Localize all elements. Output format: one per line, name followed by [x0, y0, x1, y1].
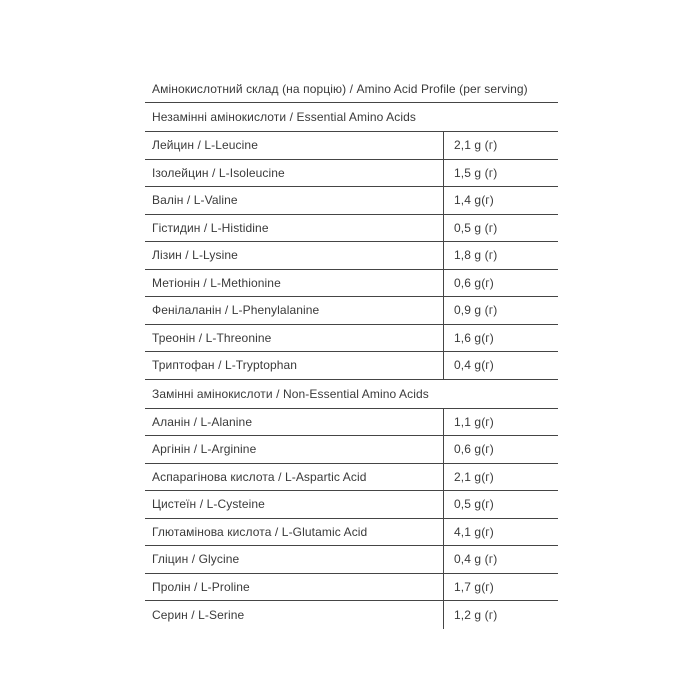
- amino-acid-value: 1,8 g (г): [443, 242, 558, 269]
- amino-acid-name: Валін / L-Valine: [152, 193, 238, 208]
- table-section: [145, 103, 558, 380]
- table-row: [145, 132, 558, 160]
- table-title: Амінокислотний склад (на порцію) / Amino Acid Profile (per serving): [145, 75, 558, 103]
- table-row: [145, 491, 558, 519]
- amino-acid-name: Фенілаланін / L-Phenylalanine: [152, 303, 320, 318]
- amino-acid-name: Аргінін / L-Arginine: [152, 442, 257, 457]
- amino-acid-name: Серин / L-Serine: [152, 607, 245, 622]
- amino-acid-name: Лейцин / L-Leucine: [152, 138, 258, 153]
- amino-acid-value: 0,6 g(г): [443, 436, 558, 463]
- table-row: [145, 297, 558, 325]
- table-row: [145, 187, 558, 215]
- amino-acid-table: [145, 75, 558, 629]
- table-row: [145, 574, 558, 602]
- amino-acid-value: 1,5 g (г): [443, 160, 558, 187]
- table-row: [145, 242, 558, 270]
- amino-acid-name: Ізолейцин / L-Isoleucine: [152, 165, 285, 180]
- amino-acid-name: Пролін / L-Proline: [152, 579, 250, 594]
- section-header: Незамінні амінокислоти / Essential Amino Acids: [145, 103, 558, 132]
- amino-acid-name: Гліцин / Glycine: [152, 552, 240, 567]
- amino-acid-value: 2,1 g(г): [443, 464, 558, 491]
- amino-acid-value: 1,4 g(г): [443, 187, 558, 214]
- amino-acid-name: Аспарагінова кислота / L-Aspartic Acid: [152, 469, 367, 484]
- table-row: [145, 270, 558, 298]
- amino-acid-value: 1,2 g (г): [443, 601, 558, 629]
- amino-acid-value: 1,6 g(г): [443, 325, 558, 352]
- amino-acid-name: Метіонін / L-Methionine: [152, 275, 281, 290]
- amino-acid-value: 4,1 g(г): [443, 519, 558, 546]
- table-row: [145, 601, 558, 629]
- table-row: [145, 160, 558, 188]
- section-rows: [145, 132, 558, 380]
- amino-acid-value: 1,7 g(г): [443, 574, 558, 601]
- table-row: [145, 409, 558, 437]
- table-row: [145, 546, 558, 574]
- table-row: [145, 519, 558, 547]
- amino-acid-name: Аланін / L-Alanine: [152, 414, 253, 429]
- amino-acid-value: 0,4 g(г): [443, 352, 558, 379]
- amino-acid-value: 0,4 g (г): [443, 546, 558, 573]
- amino-acid-name: Триптофан / L-Tryptophan: [152, 358, 298, 373]
- amino-acid-name: Глютамінова кислота / L-Glutamic Acid: [152, 524, 368, 539]
- table-sections: [145, 103, 558, 629]
- table-row: [145, 325, 558, 353]
- amino-acid-value: 1,1 g(г): [443, 409, 558, 436]
- section-rows: [145, 409, 558, 629]
- table-row: [145, 215, 558, 243]
- amino-acid-value: 0,5 g(г): [443, 491, 558, 518]
- table-section: [145, 380, 558, 629]
- amino-acid-name: Цистеїн / L-Cysteine: [152, 497, 265, 512]
- amino-acid-value: 0,9 g (г): [443, 297, 558, 324]
- amino-acid-value: 2,1 g (г): [443, 132, 558, 159]
- table-row: [145, 464, 558, 492]
- amino-acid-value: 0,6 g(г): [443, 270, 558, 297]
- amino-acid-name: Гістидин / L-Histidine: [152, 220, 269, 235]
- amino-acid-name: Лізин / L-Lysine: [152, 248, 238, 263]
- amino-acid-name: Треонін / L-Threonine: [152, 330, 272, 345]
- table-row: [145, 436, 558, 464]
- table-row: [145, 352, 558, 380]
- section-header: Замінні амінокислоти / Non-Essential Amino Acids: [145, 380, 558, 409]
- amino-acid-value: 0,5 g (г): [443, 215, 558, 242]
